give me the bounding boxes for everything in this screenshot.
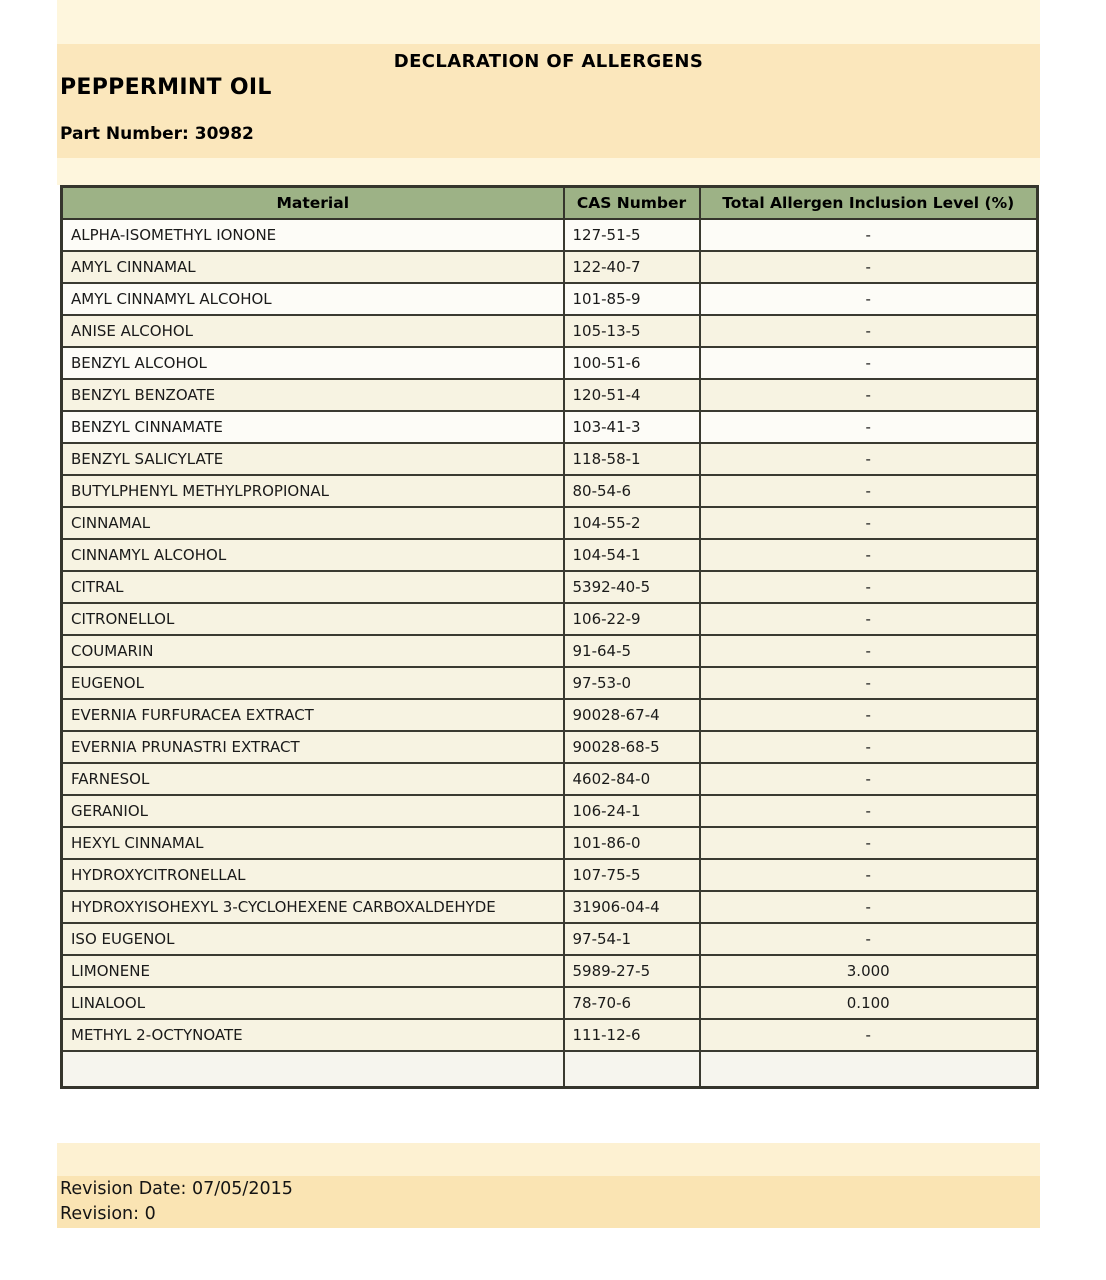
cell-material: GERANIOL bbox=[62, 795, 564, 827]
cell-cas: 120-51-4 bbox=[564, 379, 700, 411]
allergen-table bbox=[60, 185, 1039, 1089]
cell-cas: 107-75-5 bbox=[564, 859, 700, 891]
cell-level: - bbox=[700, 1019, 1038, 1051]
table-row bbox=[62, 699, 1038, 731]
cell-level: - bbox=[700, 507, 1038, 539]
cell-cas: 127-51-5 bbox=[564, 219, 700, 251]
table-row bbox=[62, 987, 1038, 1019]
cell-cas: 97-53-0 bbox=[564, 667, 700, 699]
table-row bbox=[62, 891, 1038, 923]
cell-cas: 118-58-1 bbox=[564, 443, 700, 475]
cell-cas: 104-55-2 bbox=[564, 507, 700, 539]
table-row bbox=[62, 475, 1038, 507]
cell-level: - bbox=[700, 347, 1038, 379]
cell-cas: 111-12-6 bbox=[564, 1019, 700, 1051]
part-number: Part Number: 30982 bbox=[60, 124, 254, 144]
cell-cas: 5989-27-5 bbox=[564, 955, 700, 987]
cell-material: EUGENOL bbox=[62, 667, 564, 699]
cell-level: - bbox=[700, 219, 1038, 251]
table-row bbox=[62, 507, 1038, 539]
table-row bbox=[62, 1051, 1038, 1088]
cell-material: FARNESOL bbox=[62, 763, 564, 795]
cell-material: AMYL CINNAMAL bbox=[62, 251, 564, 283]
cell-material: CINNAMAL bbox=[62, 507, 564, 539]
cell-material: BENZYL CINNAMATE bbox=[62, 411, 564, 443]
cell-material: LIMONENE bbox=[62, 955, 564, 987]
cell-cas: 97-54-1 bbox=[564, 923, 700, 955]
table-row bbox=[62, 731, 1038, 763]
cell-material: EVERNIA FURFURACEA EXTRACT bbox=[62, 699, 564, 731]
table-row bbox=[62, 251, 1038, 283]
cell-material: CINNAMYL ALCOHOL bbox=[62, 539, 564, 571]
cell-material: CITRONELLOL bbox=[62, 603, 564, 635]
cell-level: 0.100 bbox=[700, 987, 1038, 1019]
cell-level: - bbox=[700, 539, 1038, 571]
cell-level: - bbox=[700, 667, 1038, 699]
cell-material: BUTYLPHENYL METHYLPROPIONAL bbox=[62, 475, 564, 507]
mid-band bbox=[57, 158, 1040, 185]
cell-material: LINALOOL bbox=[62, 987, 564, 1019]
cell-material: BENZYL BENZOATE bbox=[62, 379, 564, 411]
cell-level: - bbox=[700, 315, 1038, 347]
table-row bbox=[62, 539, 1038, 571]
cell-cas: 106-22-9 bbox=[564, 603, 700, 635]
table-row bbox=[62, 315, 1038, 347]
cell-level: - bbox=[700, 635, 1038, 667]
header-band bbox=[57, 44, 1040, 158]
cell-level: - bbox=[700, 827, 1038, 859]
cell-level: - bbox=[700, 283, 1038, 315]
allergen-table-body bbox=[62, 219, 1038, 1088]
cell-level: - bbox=[700, 795, 1038, 827]
cell-cas: 91-64-5 bbox=[564, 635, 700, 667]
cell-cas: 101-85-9 bbox=[564, 283, 700, 315]
cell-material: EVERNIA PRUNASTRI EXTRACT bbox=[62, 731, 564, 763]
cell-level: - bbox=[700, 923, 1038, 955]
cell-level: - bbox=[700, 411, 1038, 443]
cell-cas: 90028-67-4 bbox=[564, 699, 700, 731]
table-row bbox=[62, 443, 1038, 475]
cell-material bbox=[62, 1051, 564, 1088]
cell-level: - bbox=[700, 443, 1038, 475]
table-row bbox=[62, 795, 1038, 827]
cell-material: ISO EUGENOL bbox=[62, 923, 564, 955]
cell-cas: 78-70-6 bbox=[564, 987, 700, 1019]
cell-cas: 80-54-6 bbox=[564, 475, 700, 507]
cell-level: - bbox=[700, 571, 1038, 603]
table-row bbox=[62, 571, 1038, 603]
cell-material: CITRAL bbox=[62, 571, 564, 603]
below-table-band bbox=[57, 1143, 1040, 1176]
table-row bbox=[62, 923, 1038, 955]
cell-material: HEXYL CINNAMAL bbox=[62, 827, 564, 859]
table-row bbox=[62, 667, 1038, 699]
cell-material: METHYL 2-OCTYNOATE bbox=[62, 1019, 564, 1051]
cell-cas: 104-54-1 bbox=[564, 539, 700, 571]
cell-material: ANISE ALCOHOL bbox=[62, 315, 564, 347]
table-row bbox=[62, 411, 1038, 443]
column-header-inclusion-level: Total Allergen Inclusion Level (%) bbox=[700, 187, 1038, 220]
cell-cas: 105-13-5 bbox=[564, 315, 700, 347]
table-row bbox=[62, 219, 1038, 251]
column-header-material: Material bbox=[62, 187, 564, 220]
cell-cas: 122-40-7 bbox=[564, 251, 700, 283]
cell-cas: 5392-40-5 bbox=[564, 571, 700, 603]
table-row bbox=[62, 763, 1038, 795]
table-row bbox=[62, 603, 1038, 635]
cell-material: HYDROXYCITRONELLAL bbox=[62, 859, 564, 891]
table-row bbox=[62, 347, 1038, 379]
cell-level: - bbox=[700, 763, 1038, 795]
cell-cas: 100-51-6 bbox=[564, 347, 700, 379]
revision-date: Revision Date: 07/05/2015 bbox=[60, 1179, 293, 1199]
cell-level: - bbox=[700, 475, 1038, 507]
document-title: DECLARATION OF ALLERGENS bbox=[393, 51, 704, 72]
cell-level: - bbox=[700, 603, 1038, 635]
table-header-row bbox=[62, 187, 1038, 220]
cell-material: HYDROXYISOHEXYL 3-CYCLOHEXENE CARBOXALDEHYDE bbox=[62, 891, 564, 923]
cell-level: - bbox=[700, 731, 1038, 763]
cell-cas: 4602-84-0 bbox=[564, 763, 700, 795]
table-row bbox=[62, 827, 1038, 859]
cell-level: - bbox=[700, 699, 1038, 731]
table-row bbox=[62, 1019, 1038, 1051]
cell-level: - bbox=[700, 891, 1038, 923]
cell-cas: 90028-68-5 bbox=[564, 731, 700, 763]
cell-cas: 103-41-3 bbox=[564, 411, 700, 443]
product-name: PEPPERMINT OIL bbox=[60, 75, 272, 100]
cell-level: 3.000 bbox=[700, 955, 1038, 987]
cell-level: - bbox=[700, 379, 1038, 411]
cell-cas bbox=[564, 1051, 700, 1088]
cell-material: BENZYL ALCOHOL bbox=[62, 347, 564, 379]
revision-band bbox=[57, 1176, 1040, 1228]
table-row bbox=[62, 379, 1038, 411]
cell-material: BENZYL SALICYLATE bbox=[62, 443, 564, 475]
table-row bbox=[62, 955, 1038, 987]
cell-cas: 101-86-0 bbox=[564, 827, 700, 859]
cell-level bbox=[700, 1051, 1038, 1088]
cell-material: COUMARIN bbox=[62, 635, 564, 667]
column-header-cas-number: CAS Number bbox=[564, 187, 700, 220]
cell-cas: 31906-04-4 bbox=[564, 891, 700, 923]
top-band bbox=[57, 0, 1040, 44]
table-row bbox=[62, 859, 1038, 891]
cell-cas: 106-24-1 bbox=[564, 795, 700, 827]
revision-number: Revision: 0 bbox=[60, 1204, 156, 1224]
cell-material: ALPHA-ISOMETHYL IONONE bbox=[62, 219, 564, 251]
cell-level: - bbox=[700, 859, 1038, 891]
table-row bbox=[62, 283, 1038, 315]
cell-level: - bbox=[700, 251, 1038, 283]
cell-material: AMYL CINNAMYL ALCOHOL bbox=[62, 283, 564, 315]
table-row bbox=[62, 635, 1038, 667]
